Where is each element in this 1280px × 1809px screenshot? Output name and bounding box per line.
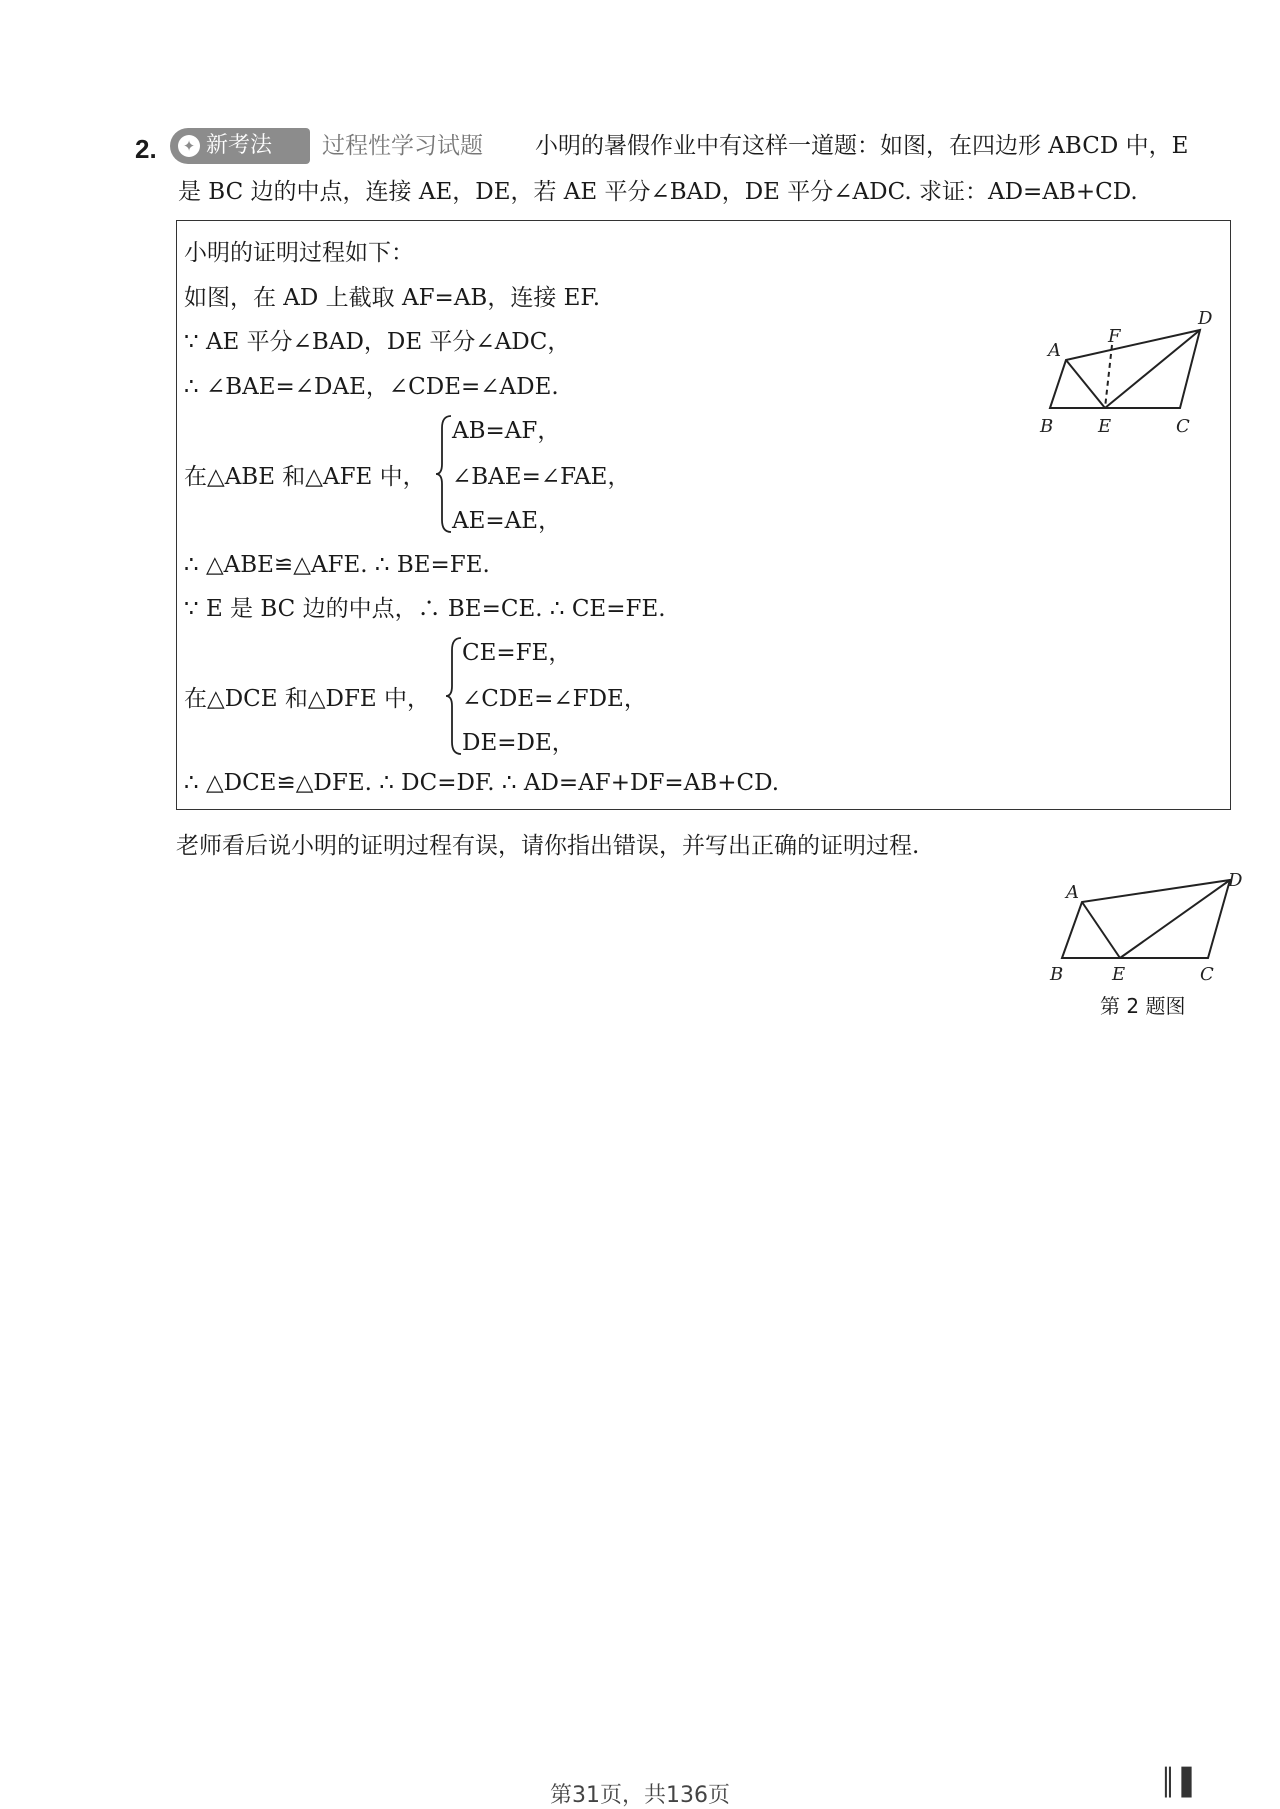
quadrilateral-abcd <box>1062 880 1230 958</box>
scan-marks: ║▌ <box>1160 1768 1208 1798</box>
system-2-eq-2: ∠CDE=∠FDE， <box>462 686 647 712</box>
label-f: F <box>1108 326 1121 347</box>
new-method-badge <box>170 128 310 164</box>
system-2-eq-3: DE=DE， <box>462 730 575 756</box>
segment-de <box>1120 880 1230 958</box>
badge-label: 新考法 <box>206 133 273 158</box>
segment-ae <box>1082 902 1120 958</box>
system-1-eq-3: AE=AE， <box>452 508 562 534</box>
label-c: C <box>1176 416 1190 437</box>
proof-line-6: ∴ △DCE≌△DFE. ∴ DC=DF. ∴ AD=AF+DF=AB+CD. <box>184 770 780 796</box>
proof-line-5: ∵ E 是 BC 边的中点，∴ BE=CE. ∴ CE=FE. <box>184 596 666 622</box>
system-2-eq-1: CE=FE， <box>462 640 572 666</box>
label-a: A <box>1066 882 1079 903</box>
question-intro-line-2: 是 BC 边的中点，连接 AE，DE，若 AE 平分∠BAD，DE 平分∠ADC. 求证：AD=AB+CD. <box>178 179 1138 205</box>
label-d: D <box>1198 308 1213 329</box>
proof-line-3: ∴ ∠BAE=∠DAE，∠CDE=∠ADE. <box>184 374 559 400</box>
label-b: B <box>1040 416 1054 437</box>
system-1-eq-1: AB=AF， <box>452 418 561 444</box>
label-c: C <box>1200 964 1214 985</box>
label-e: E <box>1112 964 1126 985</box>
figure-caption: 第 2 题图 <box>1100 994 1186 1018</box>
question-intro-line-1: 小明的暑假作业中有这样一道题：如图，在四边形 ABCD 中，E <box>535 133 1189 159</box>
label-b: B <box>1050 964 1064 985</box>
segment-ef-dashed <box>1105 345 1112 408</box>
system-2-label: 在△DCE 和△DFE 中， <box>184 686 431 712</box>
proof-figure <box>1030 300 1220 440</box>
label-d: D <box>1228 870 1243 891</box>
page-indicator: 第31页，共136页 <box>550 1783 730 1808</box>
lightbulb-icon: ✦ <box>178 135 200 157</box>
badge-subtitle: 过程性学习试题 <box>322 133 483 159</box>
label-a: A <box>1048 340 1061 361</box>
teacher-instruction: 老师看后说小明的证明过程有误，请你指出错误，并写出正确的证明过程. <box>176 833 920 859</box>
segment-ae <box>1066 360 1105 408</box>
question-number: 2. <box>135 134 157 164</box>
system-1-eq-2: ∠BAE=∠FAE， <box>452 464 631 490</box>
proof-title: 小明的证明过程如下： <box>184 240 414 266</box>
label-e: E <box>1098 416 1112 437</box>
question-figure <box>1040 870 1260 990</box>
proof-line-4: ∴ △ABE≌△AFE. ∴ BE=FE. <box>184 552 490 578</box>
proof-line-2: ∵ AE 平分∠BAD，DE 平分∠ADC， <box>184 329 571 355</box>
proof-line-1: 如图，在 AD 上截取 AF=AB，连接 EF. <box>184 285 601 311</box>
system-1-label: 在△ABE 和△AFE 中， <box>184 464 426 490</box>
